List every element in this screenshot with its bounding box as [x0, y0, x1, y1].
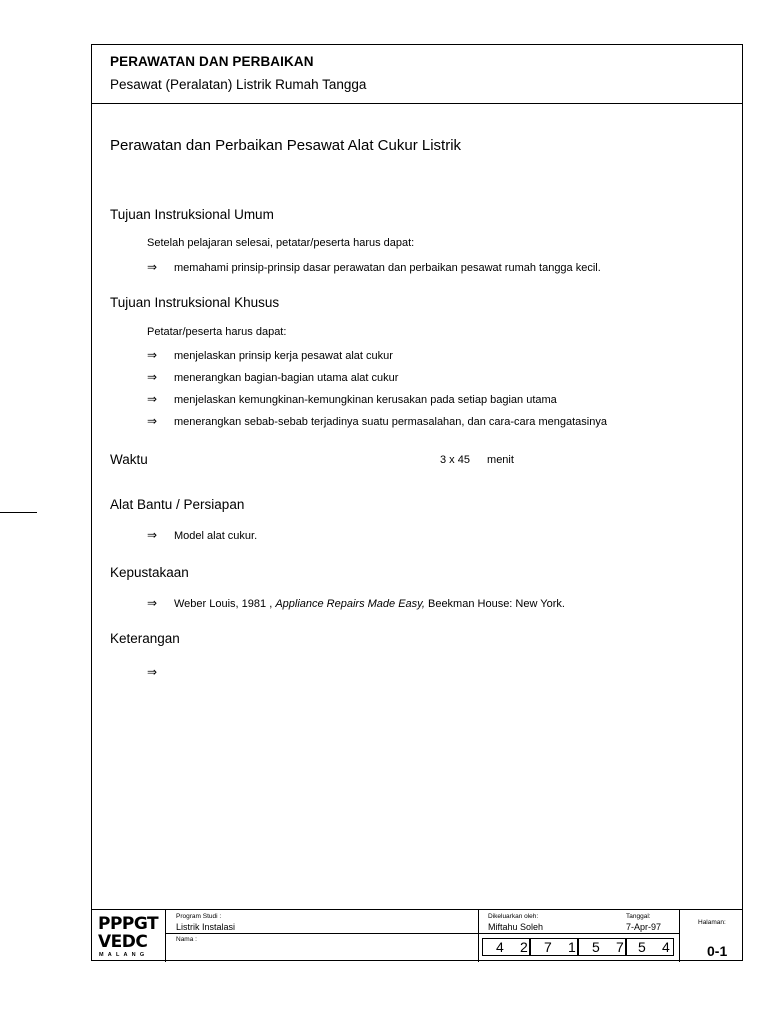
header-subtitle: Pesawat (Peralatan) Listrik Rumah Tangga	[110, 77, 367, 92]
waktu-amount: 3 x 45	[440, 454, 470, 466]
arrow-icon: ⇒	[147, 665, 158, 679]
date-label: Tanggal:	[626, 913, 651, 920]
logo-line-3: MALANG	[99, 952, 149, 958]
arrow-icon: ⇒	[147, 414, 158, 428]
footer-divider	[679, 910, 680, 962]
document-title: Perawatan dan Perbaikan Pesawat Alat Cukur Listrik	[110, 137, 462, 154]
arrow-icon: ⇒	[147, 370, 158, 384]
arrow-icon: ⇒	[147, 392, 158, 406]
tik-item	[147, 414, 607, 428]
margin-mark	[0, 512, 37, 513]
arrow-icon: ⇒	[147, 348, 158, 362]
tik-item-text: menjelaskan prinsip kerja pesawat alat cukur	[174, 350, 393, 362]
alat-bantu-item	[147, 528, 257, 542]
tiu-intro: Setelah pelajaran selesai, petatar/peserta harus dapat:	[147, 237, 415, 249]
program-value: Listrik Instalasi	[176, 922, 236, 932]
page-number: 0-1	[707, 943, 728, 959]
logo	[96, 914, 160, 960]
issuer-label: Dikeluarkan oleh:	[488, 913, 539, 920]
arrow-icon: ⇒	[147, 260, 158, 274]
code-digit: 4	[662, 939, 670, 955]
waktu-heading: Waktu	[110, 452, 148, 467]
kepustakaan-heading: Kepustakaan	[110, 565, 189, 580]
tiu-item	[147, 260, 601, 274]
nama-label: Nama :	[176, 936, 197, 943]
tik-item-text: menerangkan sebab-sebab terjadinya suatu permasalahan, dan cara-cara mengatasinya	[174, 416, 607, 428]
logo-line-2: VEDC	[98, 932, 148, 952]
code-digit: 5	[638, 939, 646, 955]
program-label: Program Studi :	[176, 913, 222, 920]
header-divider	[92, 103, 742, 104]
code-digit: 7	[616, 939, 624, 955]
date-value: 7-Apr-97	[626, 922, 662, 932]
footer-row-divider	[165, 933, 679, 934]
tiu-heading: Tujuan Instruksional Umum	[110, 207, 274, 222]
alat-bantu-item-text: Model alat cukur.	[174, 530, 258, 542]
arrow-icon: ⇒	[147, 528, 158, 542]
kepustakaan-item	[147, 596, 565, 610]
reference-title: Appliance Repairs Made Easy,	[275, 598, 425, 610]
keterangan-heading: Keterangan	[110, 631, 180, 646]
code-digit: 5	[592, 939, 600, 955]
code-digit: 7	[544, 939, 552, 955]
tik-item-text: menjelaskan kemungkinan-kemungkinan kerusakan pada setiap bagian utama	[174, 394, 557, 406]
footer-divider	[478, 910, 479, 962]
code-digit: 1	[568, 939, 576, 955]
tik-item-text: menerangkan bagian-bagian utama alat cukur	[174, 372, 399, 384]
reference-author: Weber Louis, 1981 ,	[174, 598, 273, 610]
waktu-value	[440, 454, 514, 466]
tik-intro: Petatar/peserta harus dapat:	[147, 326, 287, 338]
footer	[92, 909, 742, 962]
page-label: Halaman:	[698, 919, 726, 926]
arrow-icon: ⇒	[147, 596, 158, 610]
document-frame	[91, 44, 743, 961]
footer-divider	[165, 910, 166, 962]
alat-bantu-heading: Alat Bantu / Persiapan	[110, 497, 245, 512]
tik-item	[147, 370, 398, 384]
waktu-unit: menit	[487, 454, 514, 466]
keterangan-item	[147, 665, 174, 679]
code-digit: 4	[496, 939, 504, 955]
tik-item	[147, 348, 393, 362]
tik-item	[147, 392, 557, 406]
reference-publisher: Beekman House: New York.	[427, 598, 565, 610]
code-digit: 2	[520, 939, 528, 955]
logo-line-1: PPPGT	[98, 914, 159, 934]
tiu-item-text: memahami prinsip-prinsip dasar perawatan dan perbaikan pesawat rumah tangga kecil.	[174, 262, 601, 274]
header-title: PERAWATAN DAN PERBAIKAN	[110, 54, 314, 69]
tik-heading: Tujuan Instruksional Khusus	[110, 295, 280, 310]
issuer-value: Miftahu Soleh	[488, 922, 544, 932]
